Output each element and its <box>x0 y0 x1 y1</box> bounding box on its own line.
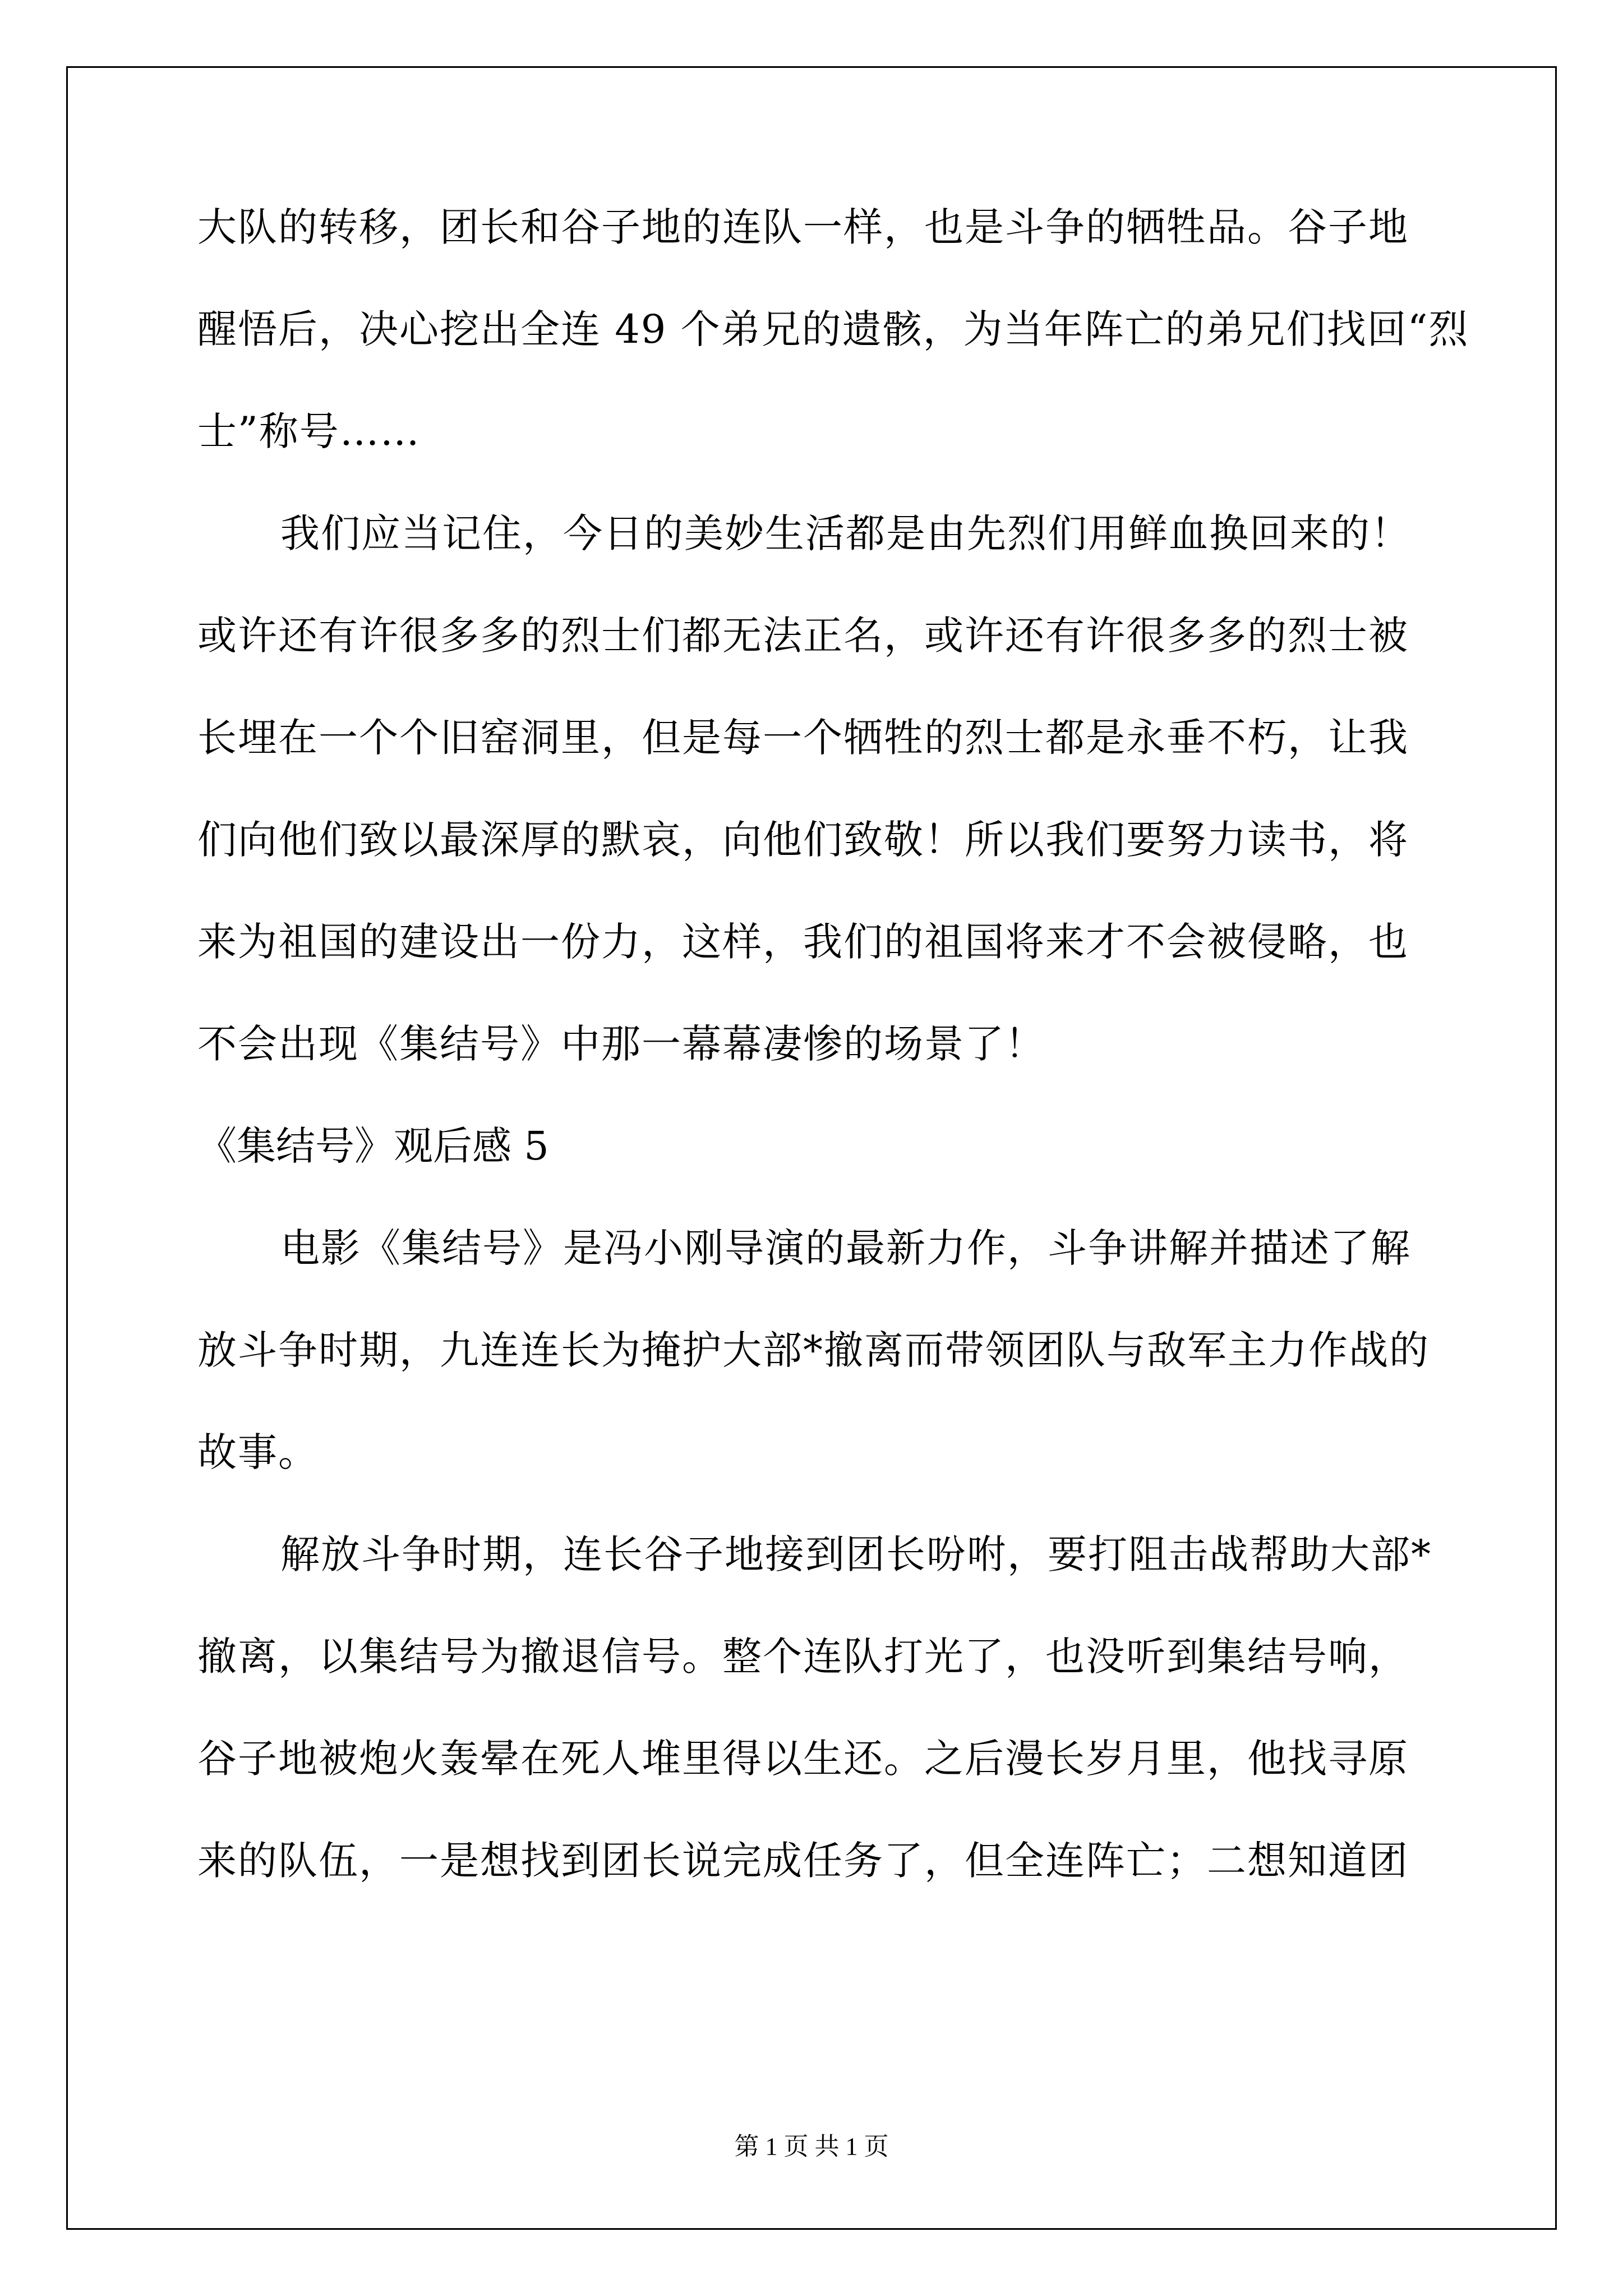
text-line: 或许还有许很多多的烈士们都无法正名，或许还有许很多多的烈士被 <box>197 613 1409 659</box>
text-line: 故事。 <box>197 1429 319 1475</box>
text-line: 们向他们致以最深厚的默哀，向他们致敬！所以我们要努力读书，将 <box>197 817 1409 863</box>
text-line: 不会出现《集结号》中那一幕幕凄惨的场景了！ <box>197 1021 1045 1067</box>
text-line: 醒悟后，决心挖出全连 49 个弟兄的遗骸，为当年阵亡的弟兄们找回“烈 <box>197 306 1469 352</box>
text-line: 撤离，以集结号为撤退信号。整个连队打光了，也没听到集结号响， <box>197 1634 1409 1680</box>
text-line: 长埋在一个个旧窑洞里，但是每一个牺牲的烈士都是永垂不朽，让我 <box>197 715 1409 761</box>
document-body <box>197 204 1469 1943</box>
paragraph-start-line: 解放斗争时期，连长谷子地接到团长吩咐，要打阻击战帮助大部* <box>280 1531 1432 1577</box>
text-line: 来的队伍，一是想找到团长说完成任务了，但全连阵亡；二想知道团 <box>197 1838 1409 1884</box>
text-line: 谷子地被炮火轰晕在死人堆里得以生还。之后漫长岁月里，他找寻原 <box>197 1736 1409 1782</box>
page-number-footer: 第 1 页 共 1 页 <box>734 2133 889 2160</box>
paragraph-start-line: 电影《集结号》是冯小刚导演的最新力作，斗争讲解并描述了解 <box>280 1225 1411 1271</box>
text-line: 大队的转移，团长和谷子地的连队一样，也是斗争的牺牲品。谷子地 <box>197 204 1409 250</box>
text-line: 放斗争时期，九连连长为掩护大部*撤离而带领团队与敌军主力作战的 <box>197 1327 1430 1373</box>
text-line: 来为祖国的建设出一份力，这样，我们的祖国将来才不会被侵略，也 <box>197 919 1409 965</box>
paragraph-start-line: 我们应当记住，今日的美妙生活都是由先烈们用鲜血换回来的！ <box>280 510 1411 556</box>
text-line: 士”称号…… <box>197 408 421 454</box>
section-heading: 《集结号》观后感 5 <box>197 1123 549 1169</box>
